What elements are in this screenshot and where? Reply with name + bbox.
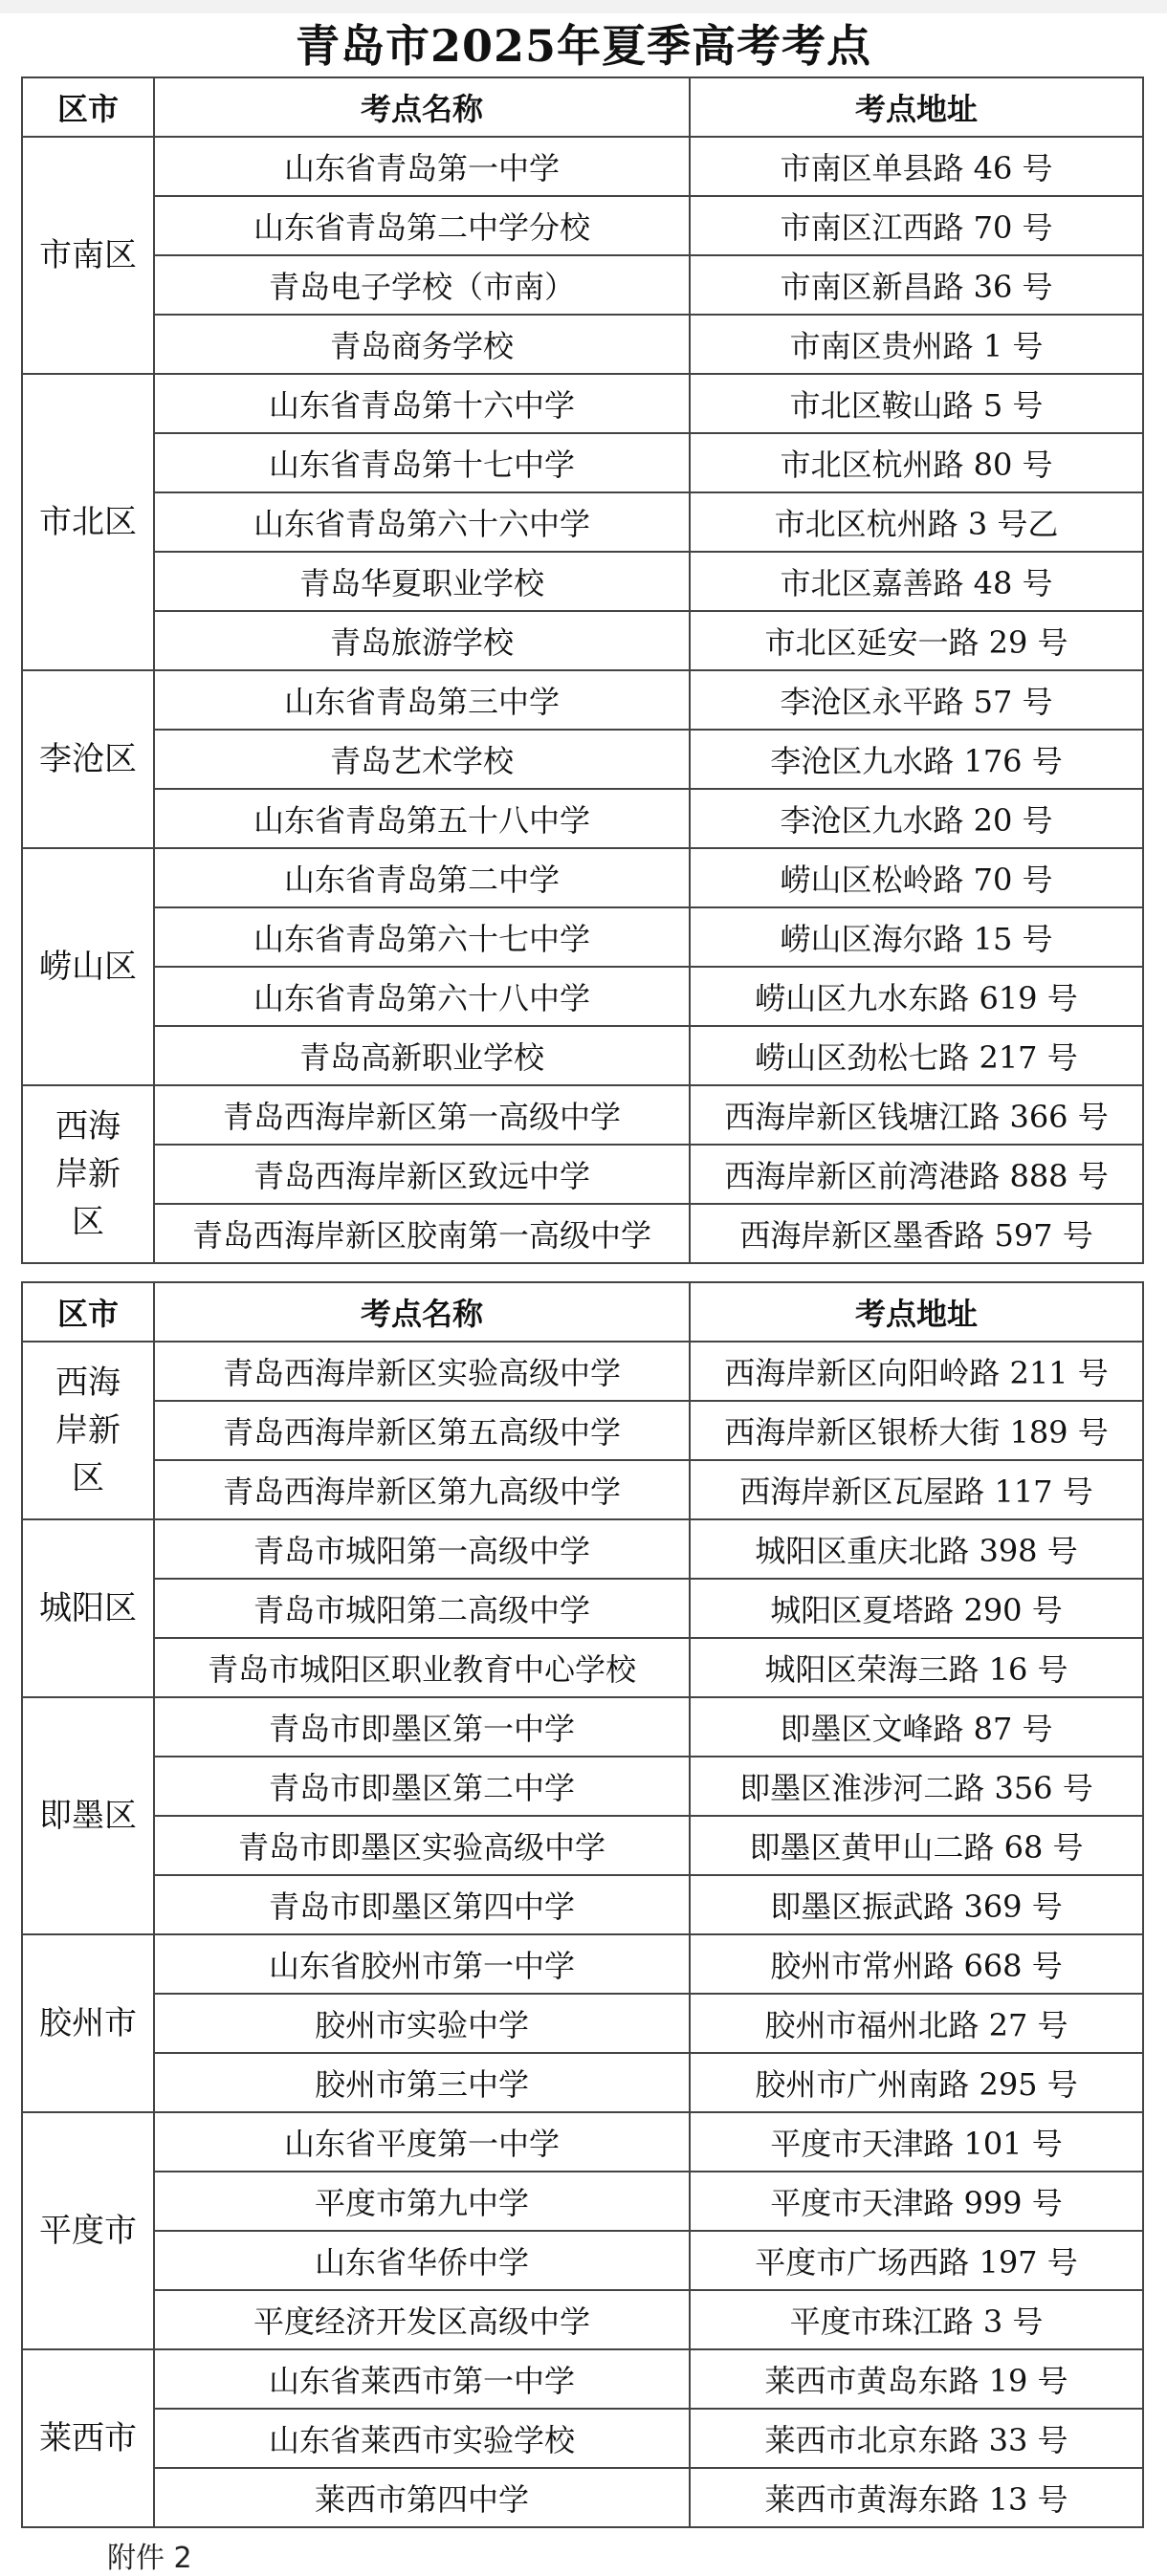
table-row	[22, 1934, 1143, 1994]
table-row	[22, 1875, 1143, 1934]
site-address-cell: 即墨区文峰路 87 号	[690, 1697, 1143, 1757]
site-name-cell: 平度市第九中学	[154, 2172, 690, 2231]
site-address-cell: 市北区鞍山路 5 号	[690, 374, 1143, 433]
header-row	[22, 1282, 1143, 1342]
district-cell: 李沧区	[22, 670, 154, 848]
site-name-cell: 青岛华夏职业学校	[154, 552, 690, 611]
table-row	[22, 1085, 1143, 1145]
attachment-note: 附件 2	[107, 2542, 192, 2575]
district-cell: 西海岸新区	[22, 1342, 154, 1519]
site-name-cell: 青岛市即墨区第二中学	[154, 1757, 690, 1816]
district-cell: 市北区	[22, 374, 154, 670]
table-row	[22, 1697, 1143, 1757]
exam-sites-table-1	[21, 76, 1144, 1264]
table-row	[22, 1816, 1143, 1875]
header-site-name: 考点名称	[154, 1282, 690, 1342]
site-name-cell: 莱西市第四中学	[154, 2468, 690, 2527]
site-name-cell: 山东省平度第一中学	[154, 2112, 690, 2172]
table-row	[22, 848, 1143, 907]
site-name-cell: 青岛市城阳第一高级中学	[154, 1519, 690, 1579]
site-address-cell: 西海岸新区钱塘江路 366 号	[690, 1085, 1143, 1145]
site-address-cell: 市北区杭州路 80 号	[690, 433, 1143, 492]
site-address-cell: 崂山区海尔路 15 号	[690, 907, 1143, 967]
site-address-cell: 市南区单县路 46 号	[690, 137, 1143, 196]
site-address-cell: 即墨区振武路 369 号	[690, 1875, 1143, 1934]
table-row	[22, 1994, 1143, 2053]
site-address-cell: 市北区杭州路 3 号乙	[690, 492, 1143, 552]
table-row	[22, 2409, 1143, 2468]
table-row	[22, 611, 1143, 670]
header-district: 区市	[22, 77, 154, 137]
site-address-cell: 城阳区重庆北路 398 号	[690, 1519, 1143, 1579]
site-name-cell: 青岛西海岸新区实验高级中学	[154, 1342, 690, 1401]
table-row	[22, 552, 1143, 611]
table-row	[22, 1026, 1143, 1085]
site-name-cell: 山东省青岛第六十六中学	[154, 492, 690, 552]
header-site-address: 考点地址	[690, 1282, 1143, 1342]
site-name-cell: 胶州市实验中学	[154, 1994, 690, 2053]
table-row	[22, 433, 1143, 492]
site-name-cell: 山东省青岛第二中学	[154, 848, 690, 907]
site-name-cell: 青岛西海岸新区第五高级中学	[154, 1401, 690, 1460]
site-name-cell: 山东省青岛第六十七中学	[154, 907, 690, 967]
site-name-cell: 山东省莱西市第一中学	[154, 2349, 690, 2409]
table-row	[22, 2053, 1143, 2112]
site-address-cell: 市北区延安一路 29 号	[690, 611, 1143, 670]
table-row	[22, 789, 1143, 848]
site-name-cell: 青岛西海岸新区第九高级中学	[154, 1460, 690, 1519]
table-row	[22, 1145, 1143, 1204]
site-address-cell: 胶州市常州路 668 号	[690, 1934, 1143, 1994]
site-name-cell: 青岛西海岸新区第一高级中学	[154, 1085, 690, 1145]
district-cell: 城阳区	[22, 1519, 154, 1697]
header-row	[22, 77, 1143, 137]
site-address-cell: 西海岸新区向阳岭路 211 号	[690, 1342, 1143, 1401]
site-name-cell: 胶州市第三中学	[154, 2053, 690, 2112]
site-address-cell: 李沧区九水路 20 号	[690, 789, 1143, 848]
site-address-cell: 城阳区夏塔路 290 号	[690, 1579, 1143, 1638]
site-address-cell: 崂山区劲松七路 217 号	[690, 1026, 1143, 1085]
header-site-name: 考点名称	[154, 77, 690, 137]
site-address-cell: 平度市广场西路 197 号	[690, 2231, 1143, 2290]
table-row	[22, 255, 1143, 315]
site-name-cell: 山东省青岛第五十八中学	[154, 789, 690, 848]
table-row	[22, 492, 1143, 552]
site-name-cell: 山东省青岛第二中学分校	[154, 196, 690, 255]
site-name-cell: 青岛市即墨区第四中学	[154, 1875, 690, 1934]
site-address-cell: 市南区新昌路 36 号	[690, 255, 1143, 315]
site-address-cell: 西海岸新区前湾港路 888 号	[690, 1145, 1143, 1204]
district-cell: 崂山区	[22, 848, 154, 1085]
table-row	[22, 730, 1143, 789]
top-strip	[0, 0, 1167, 13]
site-address-cell: 西海岸新区瓦屋路 117 号	[690, 1460, 1143, 1519]
site-name-cell: 青岛西海岸新区胶南第一高级中学	[154, 1204, 690, 1263]
site-address-cell: 胶州市福州北路 27 号	[690, 1994, 1143, 2053]
site-name-cell: 青岛市城阳第二高级中学	[154, 1579, 690, 1638]
table-row	[22, 196, 1143, 255]
district-cell: 胶州市	[22, 1934, 154, 2112]
site-name-cell: 山东省青岛第三中学	[154, 670, 690, 730]
site-name-cell: 青岛旅游学校	[154, 611, 690, 670]
table-row	[22, 2172, 1143, 2231]
table-1-body	[22, 137, 1143, 1263]
site-name-cell: 山东省青岛第一中学	[154, 137, 690, 196]
table-row	[22, 1342, 1143, 1401]
table-row	[22, 2468, 1143, 2527]
site-address-cell: 市南区江西路 70 号	[690, 196, 1143, 255]
site-name-cell: 青岛西海岸新区致远中学	[154, 1145, 690, 1204]
site-name-cell: 青岛市城阳区职业教育中心学校	[154, 1638, 690, 1697]
table-row	[22, 1757, 1143, 1816]
site-address-cell: 胶州市广州南路 295 号	[690, 2053, 1143, 2112]
table-row	[22, 1401, 1143, 1460]
district-cell: 市南区	[22, 137, 154, 374]
site-address-cell: 市北区嘉善路 48 号	[690, 552, 1143, 611]
table-row	[22, 907, 1143, 967]
table-row	[22, 137, 1143, 196]
site-name-cell: 青岛高新职业学校	[154, 1026, 690, 1085]
page-title: 青岛市2025年夏季高考考点	[295, 20, 872, 72]
site-address-cell: 平度市天津路 999 号	[690, 2172, 1143, 2231]
table-row	[22, 1579, 1143, 1638]
site-address-cell: 李沧区九水路 176 号	[690, 730, 1143, 789]
header-site-address: 考点地址	[690, 77, 1143, 137]
table-2-body	[22, 1342, 1143, 2527]
table-row	[22, 2349, 1143, 2409]
table-row	[22, 670, 1143, 730]
table-row	[22, 1519, 1143, 1579]
site-name-cell: 山东省莱西市实验学校	[154, 2409, 690, 2468]
district-cell: 平度市	[22, 2112, 154, 2349]
site-address-cell: 西海岸新区墨香路 597 号	[690, 1204, 1143, 1263]
site-address-cell: 莱西市黄海东路 13 号	[690, 2468, 1143, 2527]
site-name-cell: 青岛市即墨区第一中学	[154, 1697, 690, 1757]
site-name-cell: 山东省青岛第六十八中学	[154, 967, 690, 1026]
site-address-cell: 李沧区永平路 57 号	[690, 670, 1143, 730]
exam-sites-table-2	[21, 1281, 1144, 2528]
table-row	[22, 1638, 1143, 1697]
table-row	[22, 1204, 1143, 1263]
site-name-cell: 青岛艺术学校	[154, 730, 690, 789]
site-name-cell: 山东省青岛第十六中学	[154, 374, 690, 433]
site-name-cell: 山东省青岛第十七中学	[154, 433, 690, 492]
table-row	[22, 315, 1143, 374]
site-address-cell: 平度市天津路 101 号	[690, 2112, 1143, 2172]
table-row	[22, 2290, 1143, 2349]
site-address-cell: 市南区贵州路 1 号	[690, 315, 1143, 374]
district-cell: 莱西市	[22, 2349, 154, 2527]
site-name-cell: 山东省华侨中学	[154, 2231, 690, 2290]
district-cell: 即墨区	[22, 1697, 154, 1934]
site-address-cell: 崂山区九水东路 619 号	[690, 967, 1143, 1026]
table-row	[22, 967, 1143, 1026]
site-address-cell: 平度市珠江路 3 号	[690, 2290, 1143, 2349]
site-address-cell: 即墨区黄甲山二路 68 号	[690, 1816, 1143, 1875]
table-row	[22, 2231, 1143, 2290]
site-address-cell: 莱西市北京东路 33 号	[690, 2409, 1143, 2468]
site-address-cell: 崂山区松岭路 70 号	[690, 848, 1143, 907]
site-name-cell: 山东省胶州市第一中学	[154, 1934, 690, 1994]
table-row	[22, 2112, 1143, 2172]
site-name-cell: 青岛商务学校	[154, 315, 690, 374]
site-address-cell: 西海岸新区银桥大街 189 号	[690, 1401, 1143, 1460]
site-name-cell: 平度经济开发区高级中学	[154, 2290, 690, 2349]
site-address-cell: 莱西市黄岛东路 19 号	[690, 2349, 1143, 2409]
table-row	[22, 1460, 1143, 1519]
district-cell: 西海岸新区	[22, 1085, 154, 1263]
site-name-cell: 青岛电子学校（市南）	[154, 255, 690, 315]
site-address-cell: 城阳区荣海三路 16 号	[690, 1638, 1143, 1697]
site-name-cell: 青岛市即墨区实验高级中学	[154, 1816, 690, 1875]
table-row	[22, 374, 1143, 433]
header-district: 区市	[22, 1282, 154, 1342]
site-address-cell: 即墨区淮涉河二路 356 号	[690, 1757, 1143, 1816]
